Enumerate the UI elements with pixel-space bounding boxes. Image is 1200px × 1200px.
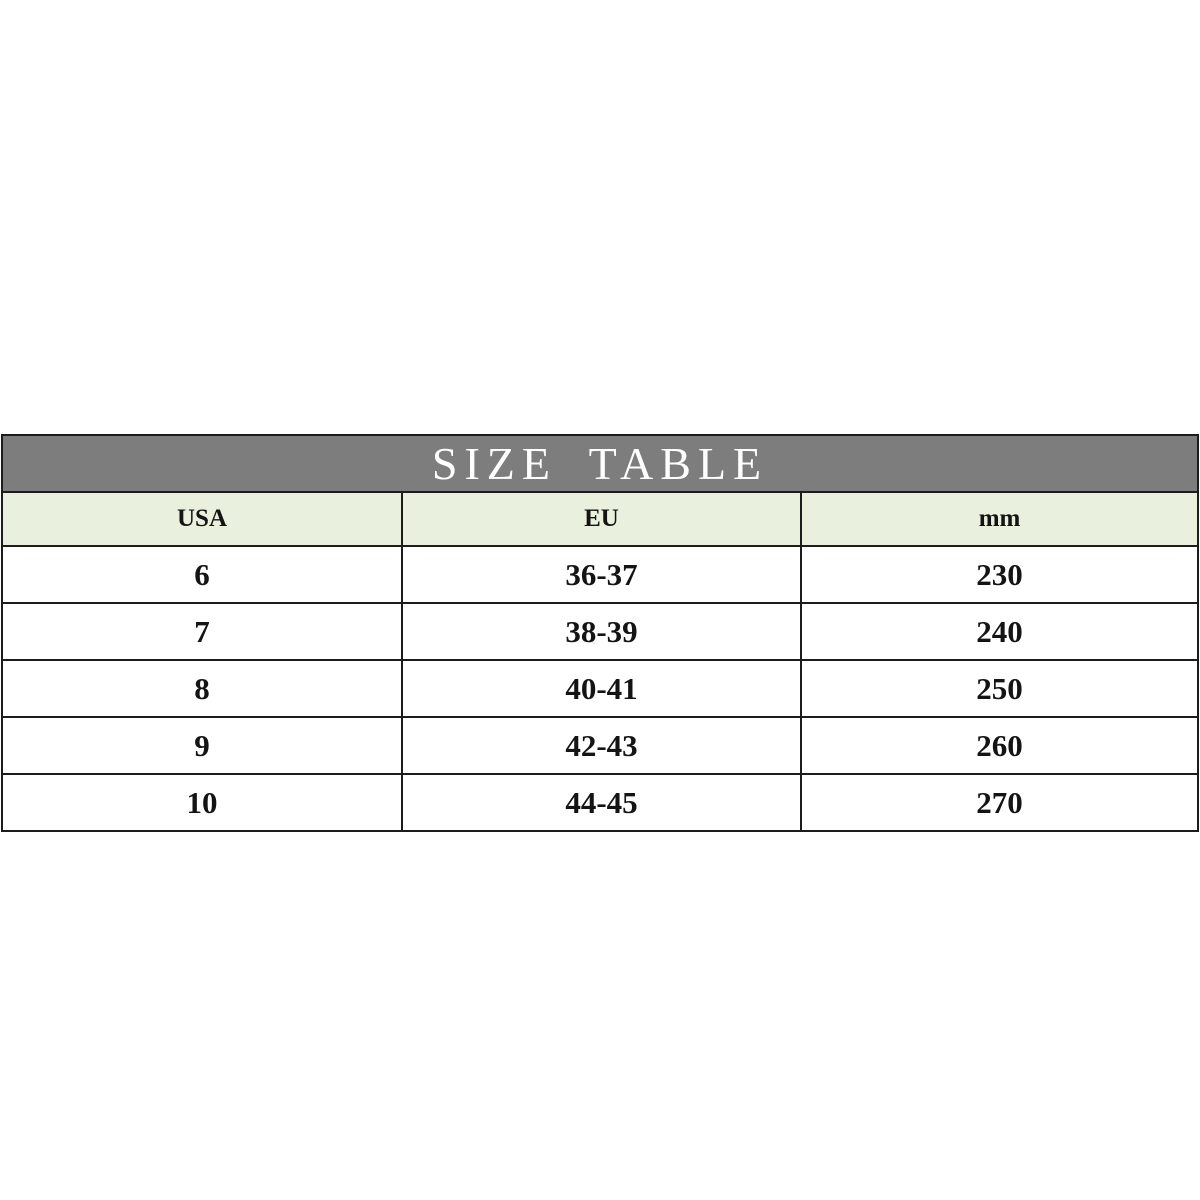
cell-usa: 9 (2, 717, 402, 774)
table-row (2, 546, 1198, 603)
cell-eu: 44-45 (402, 774, 801, 831)
cell-mm: 230 (801, 546, 1198, 603)
cell-usa: 6 (2, 546, 402, 603)
cell-usa: 7 (2, 603, 402, 660)
table-row (2, 774, 1198, 831)
cell-usa: 10 (2, 774, 402, 831)
cell-eu: 38-39 (402, 603, 801, 660)
cell-mm: 250 (801, 660, 1198, 717)
column-header-usa: USA (2, 492, 402, 546)
cell-eu: 40-41 (402, 660, 801, 717)
column-header-mm: mm (801, 492, 1198, 546)
table-row (2, 603, 1198, 660)
cell-eu: 36-37 (402, 546, 801, 603)
column-header-eu: EU (402, 492, 801, 546)
cell-mm: 260 (801, 717, 1198, 774)
size-table (1, 434, 1199, 832)
cell-mm: 270 (801, 774, 1198, 831)
cell-usa: 8 (2, 660, 402, 717)
table-row (2, 660, 1198, 717)
cell-mm: 240 (801, 603, 1198, 660)
title-row (2, 435, 1198, 492)
table-title: SIZE TABLE (2, 435, 1198, 492)
header-row (2, 492, 1198, 546)
cell-eu: 42-43 (402, 717, 801, 774)
table-row (2, 717, 1198, 774)
